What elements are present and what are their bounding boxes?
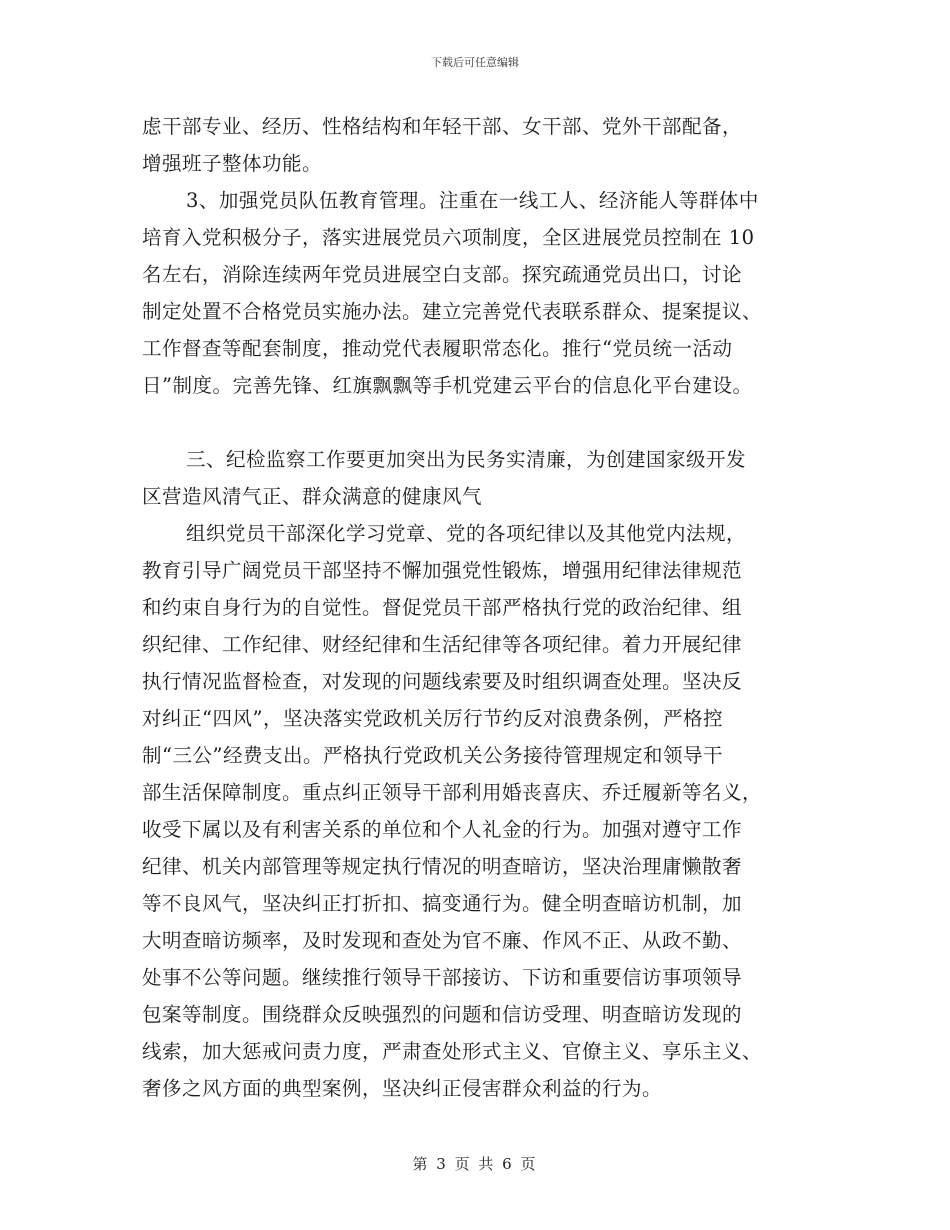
text-line: 名左右，消除连续两年党员进展空白支部。探究疏通党员出口，讨论 — [142, 263, 743, 286]
text-line: 制定处置不合格党员实施办法。建立完善党代表联系群众、提案提议、 — [142, 300, 763, 323]
paragraph-start-line: 组织党员干部深化学习党章、党的各项纪律以及其他党内法规， — [186, 522, 747, 545]
paragraph-gap — [142, 404, 812, 441]
text-line: 工作督查等配套制度，推动党代表履职常态化。推行“党员统一活动 — [142, 337, 733, 360]
text-line: 对纠正“四风”，坚决落实党政机关厉行节约反对浪费条例，严格控 — [142, 707, 723, 730]
paragraph-start-line: 3、加强党员队伍教育管理。注重在一线工人、经济能人等群体中 — [186, 189, 759, 212]
text-line: 增强班子整体功能。 — [142, 152, 323, 175]
text-line: 日”制度。完善先锋、红旗飘飘等手机党建云平台的信息化平台建设。 — [142, 374, 753, 397]
text-line: 执行情况监督检查，对发现的问题线索要及时组织调查处理。坚决反 — [142, 670, 743, 693]
text-line: 大明查暗访频率，及时发现和查处为官不廉、作风不正、从政不勤、 — [142, 929, 743, 952]
text-line: 处事不公等问题。继续推行领导干部接访、下访和重要信访事项领导 — [142, 966, 743, 989]
text-line: 织纪律、工作纪律、财经纪律和生活纪律等各项纪律。着力开展纪律 — [142, 633, 743, 656]
text-line: 虑干部专业、经历、性格结构和年轻干部、女干部、党外干部配备， — [142, 115, 743, 138]
text-line: 教育引导广阔党员干部坚持不懈加强党性锻炼，增强用纪律法律规范 — [142, 559, 743, 582]
text-line: 培育入党积极分子，落实进展党员六项制度，全区进展党员控制在 10 — [142, 226, 755, 249]
text-line: 等不良风气，坚决纠正打折扣、搞变通行为。健全明查暗访机制，加 — [142, 892, 743, 915]
text-line: 制“三公”经费支出。严格执行党政机关公务接待管理规定和领导干 — [142, 744, 723, 767]
page-header-note: 下载后可任意编辑 — [431, 56, 519, 69]
text-line: 包案等制度。围绕群众反映强烈的问题和信访受理、明查暗访发现的 — [142, 1003, 743, 1026]
document-body — [142, 108, 812, 1107]
text-line: 部生活保障制度。重点纠正领导干部利用婚丧喜庆、乔迁履新等名义， — [142, 781, 763, 804]
text-line: 和约束自身行为的自觉性。督促党员干部严格执行党的政治纪律、组 — [142, 596, 743, 619]
text-line: 纪律、机关内部管理等规定执行情况的明查暗访，坚决治理庸懒散奢 — [142, 855, 743, 878]
text-line: 收受下属以及有利害关系的单位和个人礼金的行为。加强对遵守工作 — [142, 818, 743, 841]
text-line: 线索，加大惩戒问责力度，严肃查处形式主义、官僚主义、享乐主义、 — [142, 1040, 763, 1063]
text-line: 奢侈之风方面的典型案例，坚决纠正侵害群众利益的行为。 — [142, 1077, 663, 1100]
section-heading-line: 区营造风清气正、群众满意的健康风气 — [142, 485, 483, 508]
section-heading-line: 三、纪检监察工作要更加突出为民务实清廉，为创建国家级开发 — [186, 448, 747, 471]
page-number-footer: 第 3 页 共 6 页 — [412, 1155, 538, 1173]
